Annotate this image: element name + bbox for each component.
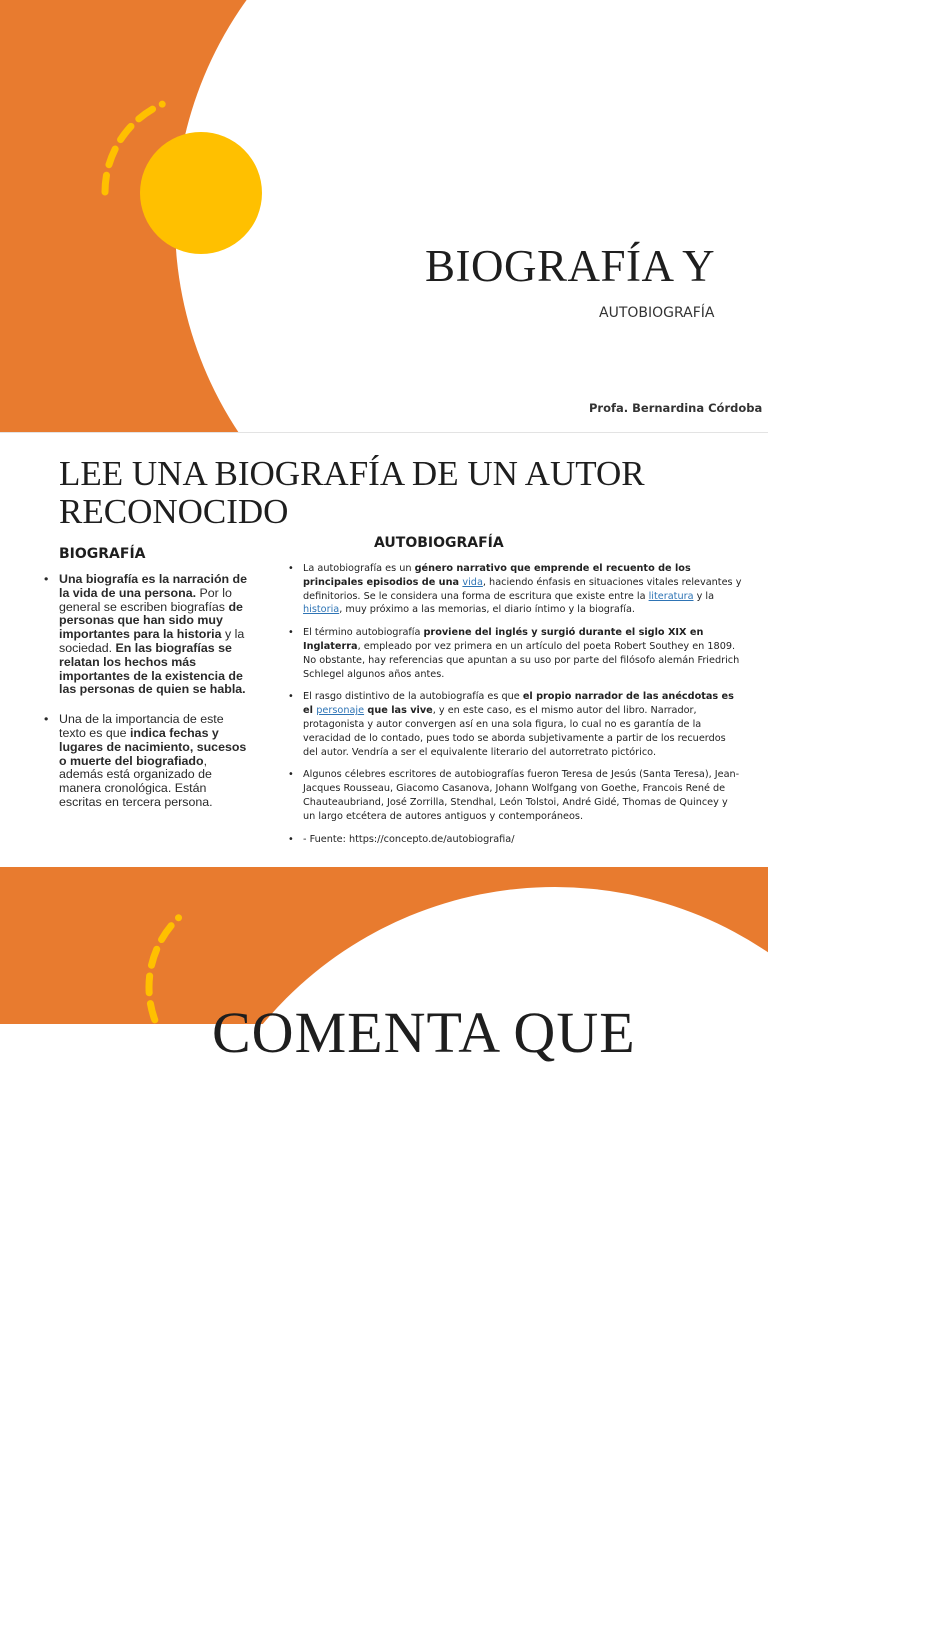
slide-author: Profa. Bernardina Córdoba — [589, 401, 763, 415]
biografia-heading: BIOGRAFÍA — [59, 546, 146, 562]
autobiografia-list — [288, 562, 743, 855]
biografia-list — [44, 573, 249, 826]
comment-slide — [0, 867, 768, 1065]
slide-subtitle: AUTOBIOGRAFÍA — [599, 305, 715, 321]
slide3-title: COMENTA QUE — [212, 1000, 636, 1065]
list-item: • El término autobiografía proviene del inglés y surgió durante el siglo XIX en Inglaterra, empleado por vez primera en un artículo del poeta Robert Southey en 1809. No obstante, hay referencias que apuntan a su uso por parte del filósofo alemán Friedrich Schlegel algunos años antes. — [288, 626, 743, 681]
list-item: • La autobiografía es un género narrativo que emprende el recuento de los principales episodios de una vida, haciendo énfasis en situaciones vitales relevantes y definitorios. Se le considera una forma de escritura que existe entre la literatura y la historia, muy próximo a las memorias, el diario íntimo y la biografía. — [288, 562, 743, 617]
content-slide — [0, 432, 768, 868]
dashed-arc-decoration — [0, 0, 768, 432]
title-slide — [0, 0, 768, 432]
list-item: • El rasgo distintivo de la autobiografía es que el propio narrador de las anécdotas es el personaje que las vive, y en este caso, es el mismo autor del libro. Narrador, protagonista y autor convergen así en una sola figura, lo cual no es garantía de la veracidad de lo contado, pues todo se aborda subjetivamente a partir de los recuerdos del autor. Vendría a ser el equivalente literario del autorretrato pictórico. — [288, 690, 743, 759]
link-vida[interactable]: vida — [462, 576, 483, 588]
link-historia[interactable]: historia — [303, 604, 340, 616]
link-literatura[interactable]: literatura — [648, 590, 694, 602]
list-item: • Algunos célebres escritores de autobiografías fueron Teresa de Jesús (Santa Teresa), Jean-Jacques Rousseau, Giacomo Casanova, Johann Wolfgang von Goethe, Francois René de Chauteaubriand, José Zorrilla, Stendhal, León Tolstoi, André Gidé, Thomas de Quincey y un largo etcétera de autores antiguos y contemporáneos. — [288, 768, 743, 823]
autobiografia-heading: AUTOBIOGRAFÍA — [374, 535, 504, 551]
slide2-title: LEE UNA BIOGRAFÍA DE UN AUTOR RECONOCIDO — [59, 454, 645, 531]
slide-title: BIOGRAFÍA Y — [425, 241, 716, 291]
yellow-sun-circle — [140, 132, 262, 254]
link-personaje[interactable]: personaje — [316, 705, 365, 717]
source-item: • - Fuente: https://concepto.de/autobiografia/ — [288, 833, 743, 847]
list-item: • Una de la importancia de este texto es que indica fechas y lugares de nacimiento, sucesos o muerte del biografiado, además está organizado de manera cronológica. Están escritas en tercera persona. — [44, 713, 249, 810]
list-item: • Una biografía es la narración de la vida de una persona. Por lo general se escriben biografías de personas que han sido muy importantes para la historia y la sociedad. En las biografías se relatan los hechos más importantes de la existencia de las personas de quien se habla. — [44, 573, 249, 697]
